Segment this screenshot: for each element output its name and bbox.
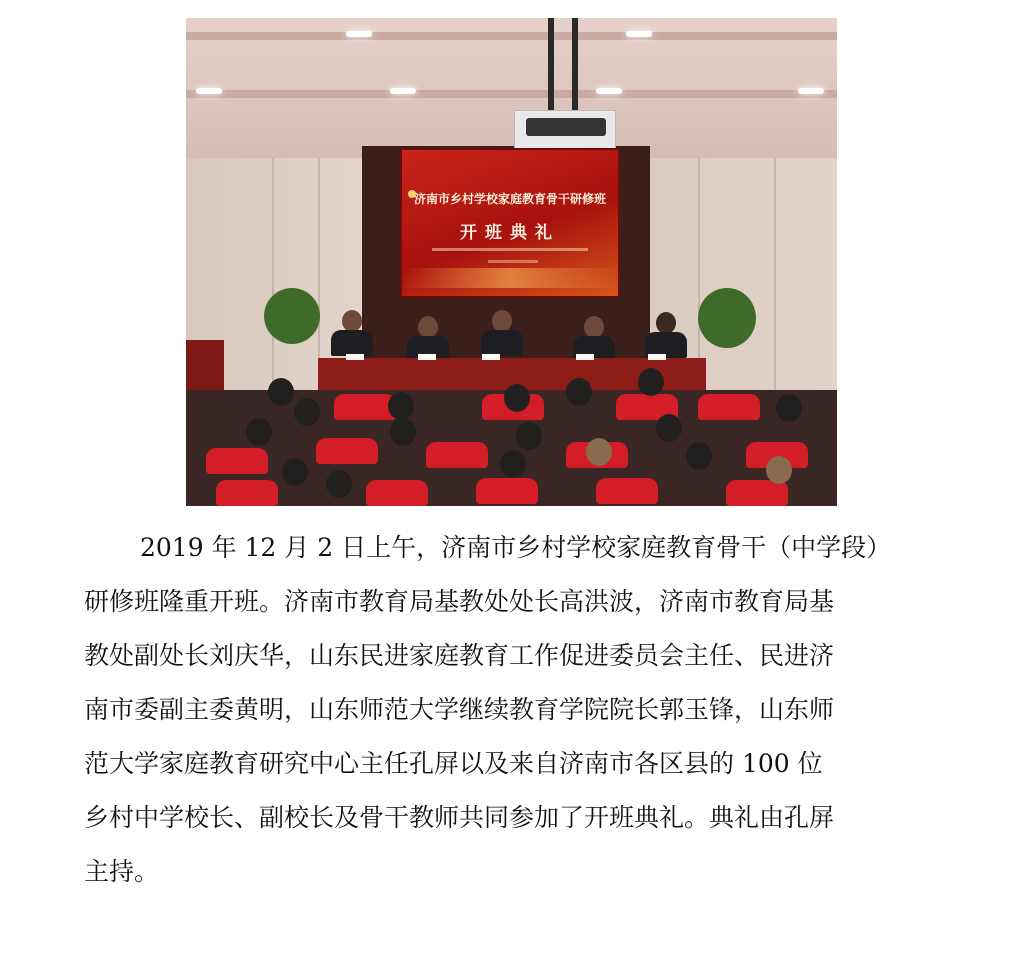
attendee-head <box>638 368 664 396</box>
screen-line <box>488 260 538 263</box>
event-photo <box>186 18 837 506</box>
speaker-head <box>342 310 362 332</box>
speaker-head <box>418 316 438 338</box>
attendee-head <box>566 378 592 406</box>
potted-plant <box>264 288 320 344</box>
attendee-head <box>246 418 272 446</box>
speaker-body <box>481 330 523 356</box>
attendee-head <box>504 384 530 412</box>
ceiling-light <box>346 31 372 37</box>
ceiling-band <box>186 32 837 40</box>
screen-glow <box>402 268 618 288</box>
nameplate <box>648 354 666 360</box>
attendee-head <box>282 458 308 486</box>
projector-pole <box>572 18 578 110</box>
article-line: 教处副处长刘庆华，山东民进家庭教育工作促进委员会主任、民进济 <box>84 641 835 670</box>
article-line: 研修班隆重开班。济南市教育局基教处处长高洪波，济南市教育局基 <box>84 587 835 616</box>
attendee-head <box>388 392 414 420</box>
ceiling-light <box>390 88 416 94</box>
auditorium-seat <box>316 438 378 464</box>
ceiling-light <box>626 31 652 37</box>
attendee-head <box>516 422 542 450</box>
screen-line <box>432 248 588 251</box>
attendee-head <box>500 450 526 478</box>
attendee-head <box>326 470 352 498</box>
speaker-head <box>492 310 512 332</box>
ceiling-light <box>596 88 622 94</box>
auditorium-seat <box>334 394 396 420</box>
nameplate <box>482 354 500 360</box>
screen-title: 济南市乡村学校家庭教育骨干研修班 <box>413 192 606 206</box>
speaker-head <box>656 312 676 334</box>
auditorium-seat <box>596 478 658 504</box>
screen-subtitle: 开班典礼 <box>460 223 560 243</box>
attendee-head <box>776 394 802 422</box>
article-line: 乡村中学校长、副校长及骨干教师共同参加了开班典礼。典礼由孔屏 <box>84 803 835 832</box>
attendee-head <box>294 398 320 426</box>
attendee-head <box>766 456 792 484</box>
attendee-head <box>686 442 712 470</box>
attendee-head <box>390 418 416 446</box>
projection-screen <box>400 148 620 298</box>
wall-seam <box>272 158 274 408</box>
article-line: 范大学家庭教育研究中心主任孔屏以及来自济南市各区县的 100 位 <box>84 749 823 778</box>
auditorium-seat <box>476 478 538 504</box>
projector-pole <box>548 18 554 110</box>
projector-body <box>526 118 606 136</box>
auditorium-seat <box>206 448 268 474</box>
speaker-head <box>584 316 604 338</box>
attendee-head <box>586 438 612 466</box>
article-line: 2019 年 12 月 2 日上午，济南市乡村学校家庭教育骨干（中学段） <box>140 533 892 562</box>
attendee-head <box>268 378 294 406</box>
ceiling-light <box>196 88 222 94</box>
ceiling-band <box>186 90 837 98</box>
speaker-body <box>331 330 373 356</box>
potted-plant <box>698 288 756 348</box>
article-line: 南市委副主委黄明，山东师范大学继续教育学院院长郭玉锋，山东师 <box>84 695 835 724</box>
nameplate <box>346 354 364 360</box>
ceiling-light <box>798 88 824 94</box>
nameplate <box>576 354 594 360</box>
attendee-head <box>656 414 682 442</box>
auditorium-seat <box>216 480 278 506</box>
auditorium-seat <box>698 394 760 420</box>
wall-seam <box>774 158 776 408</box>
nameplate <box>418 354 436 360</box>
article-line: 主持。 <box>84 857 160 886</box>
auditorium-seat <box>426 442 488 468</box>
auditorium-seat <box>366 480 428 506</box>
